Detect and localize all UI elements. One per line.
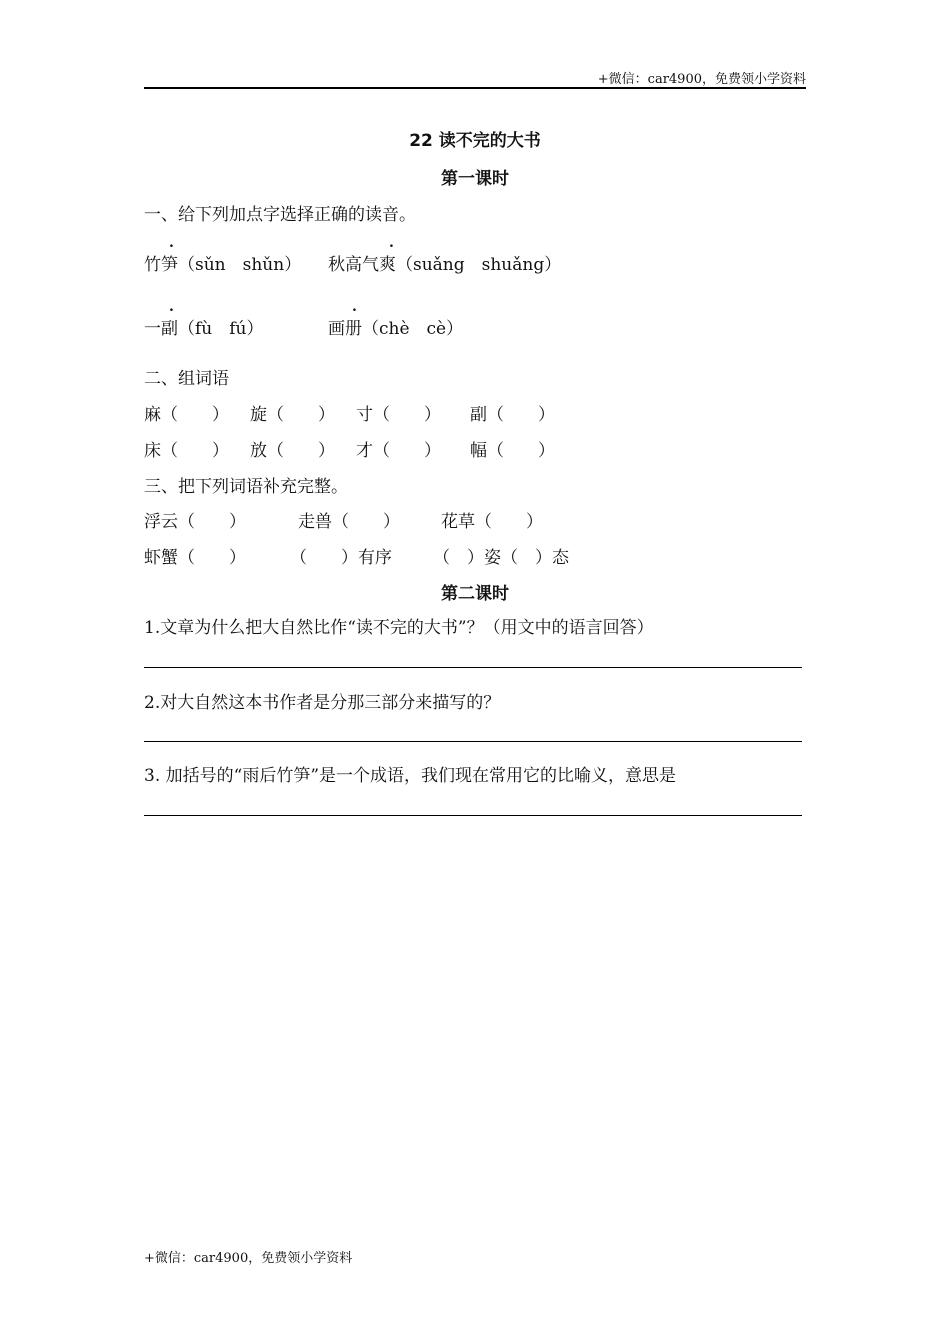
- word-group-fang: 放（ ）: [250, 441, 335, 461]
- emphasis-dot: .: [352, 299, 357, 315]
- lesson-one-heading: 第一课时: [441, 169, 509, 189]
- answer-line-1: [144, 667, 802, 668]
- pinyin-choice-yifu: 一副（fù fú）: [144, 319, 264, 339]
- emphasis-dot: .: [169, 235, 174, 251]
- emphasis-dot: .: [389, 235, 394, 251]
- lesson-two-heading: 第二课时: [441, 584, 509, 604]
- emphasis-dot: .: [169, 299, 174, 315]
- pinyin-choice-qiugaoqishuang: 秋高气爽（suǎng shuǎng）: [328, 255, 562, 275]
- header-divider: [144, 87, 806, 89]
- word-group-xuan: 旋（ ）: [250, 405, 335, 425]
- footer-note: +微信：car4900，免费领小学资料: [144, 1251, 353, 1266]
- word-group-cai: 才（ ）: [356, 441, 441, 461]
- answer-line-2: [144, 741, 802, 742]
- fill-blank-huacao: 花草（ ）: [441, 512, 543, 532]
- word-group-fu: 副（ ）: [470, 405, 555, 425]
- fill-blank-zitai: （ ）姿（ ）态: [433, 548, 569, 568]
- pinyin-choice-zhusun: 竹笋（sǔn shǔn）: [144, 255, 302, 275]
- header-note: +微信：car4900，免费领小学资料: [597, 72, 806, 87]
- fill-blank-youxu: （ ）有序: [290, 548, 392, 568]
- answer-line-3: [144, 815, 802, 816]
- word-group-fu2: 幅（ ）: [470, 441, 555, 461]
- question-3: 3. 加括号的“雨后竹笋”是一个成语，我们现在常用它的比喻义，意思是: [144, 766, 677, 786]
- section-three-heading: 三、把下列词语补充完整。: [144, 477, 348, 497]
- question-1: 1.文章为什么把大自然比作“读不完的大书”？（用文中的语言回答）: [144, 618, 654, 638]
- word-group-cun: 寸（ ）: [356, 405, 441, 425]
- fill-blank-xiaxie: 虾蟹（ ）: [144, 548, 246, 568]
- section-two-heading: 二、组词语: [144, 369, 229, 389]
- fill-blank-fuyun: 浮云（ ）: [144, 512, 246, 532]
- document-title: 22 读不完的大书: [409, 131, 541, 151]
- fill-blank-zoushou: 走兽（ ）: [298, 512, 400, 532]
- word-group-chuang: 床（ ）: [144, 441, 229, 461]
- word-group-ma: 麻（ ）: [144, 405, 229, 425]
- section-one-heading: 一、给下列加点字选择正确的读音。: [144, 205, 416, 225]
- pinyin-choice-huace: 画册（chè cè）: [328, 319, 464, 339]
- question-2: 2.对大自然这本书作者是分那三部分来描写的？: [144, 693, 501, 713]
